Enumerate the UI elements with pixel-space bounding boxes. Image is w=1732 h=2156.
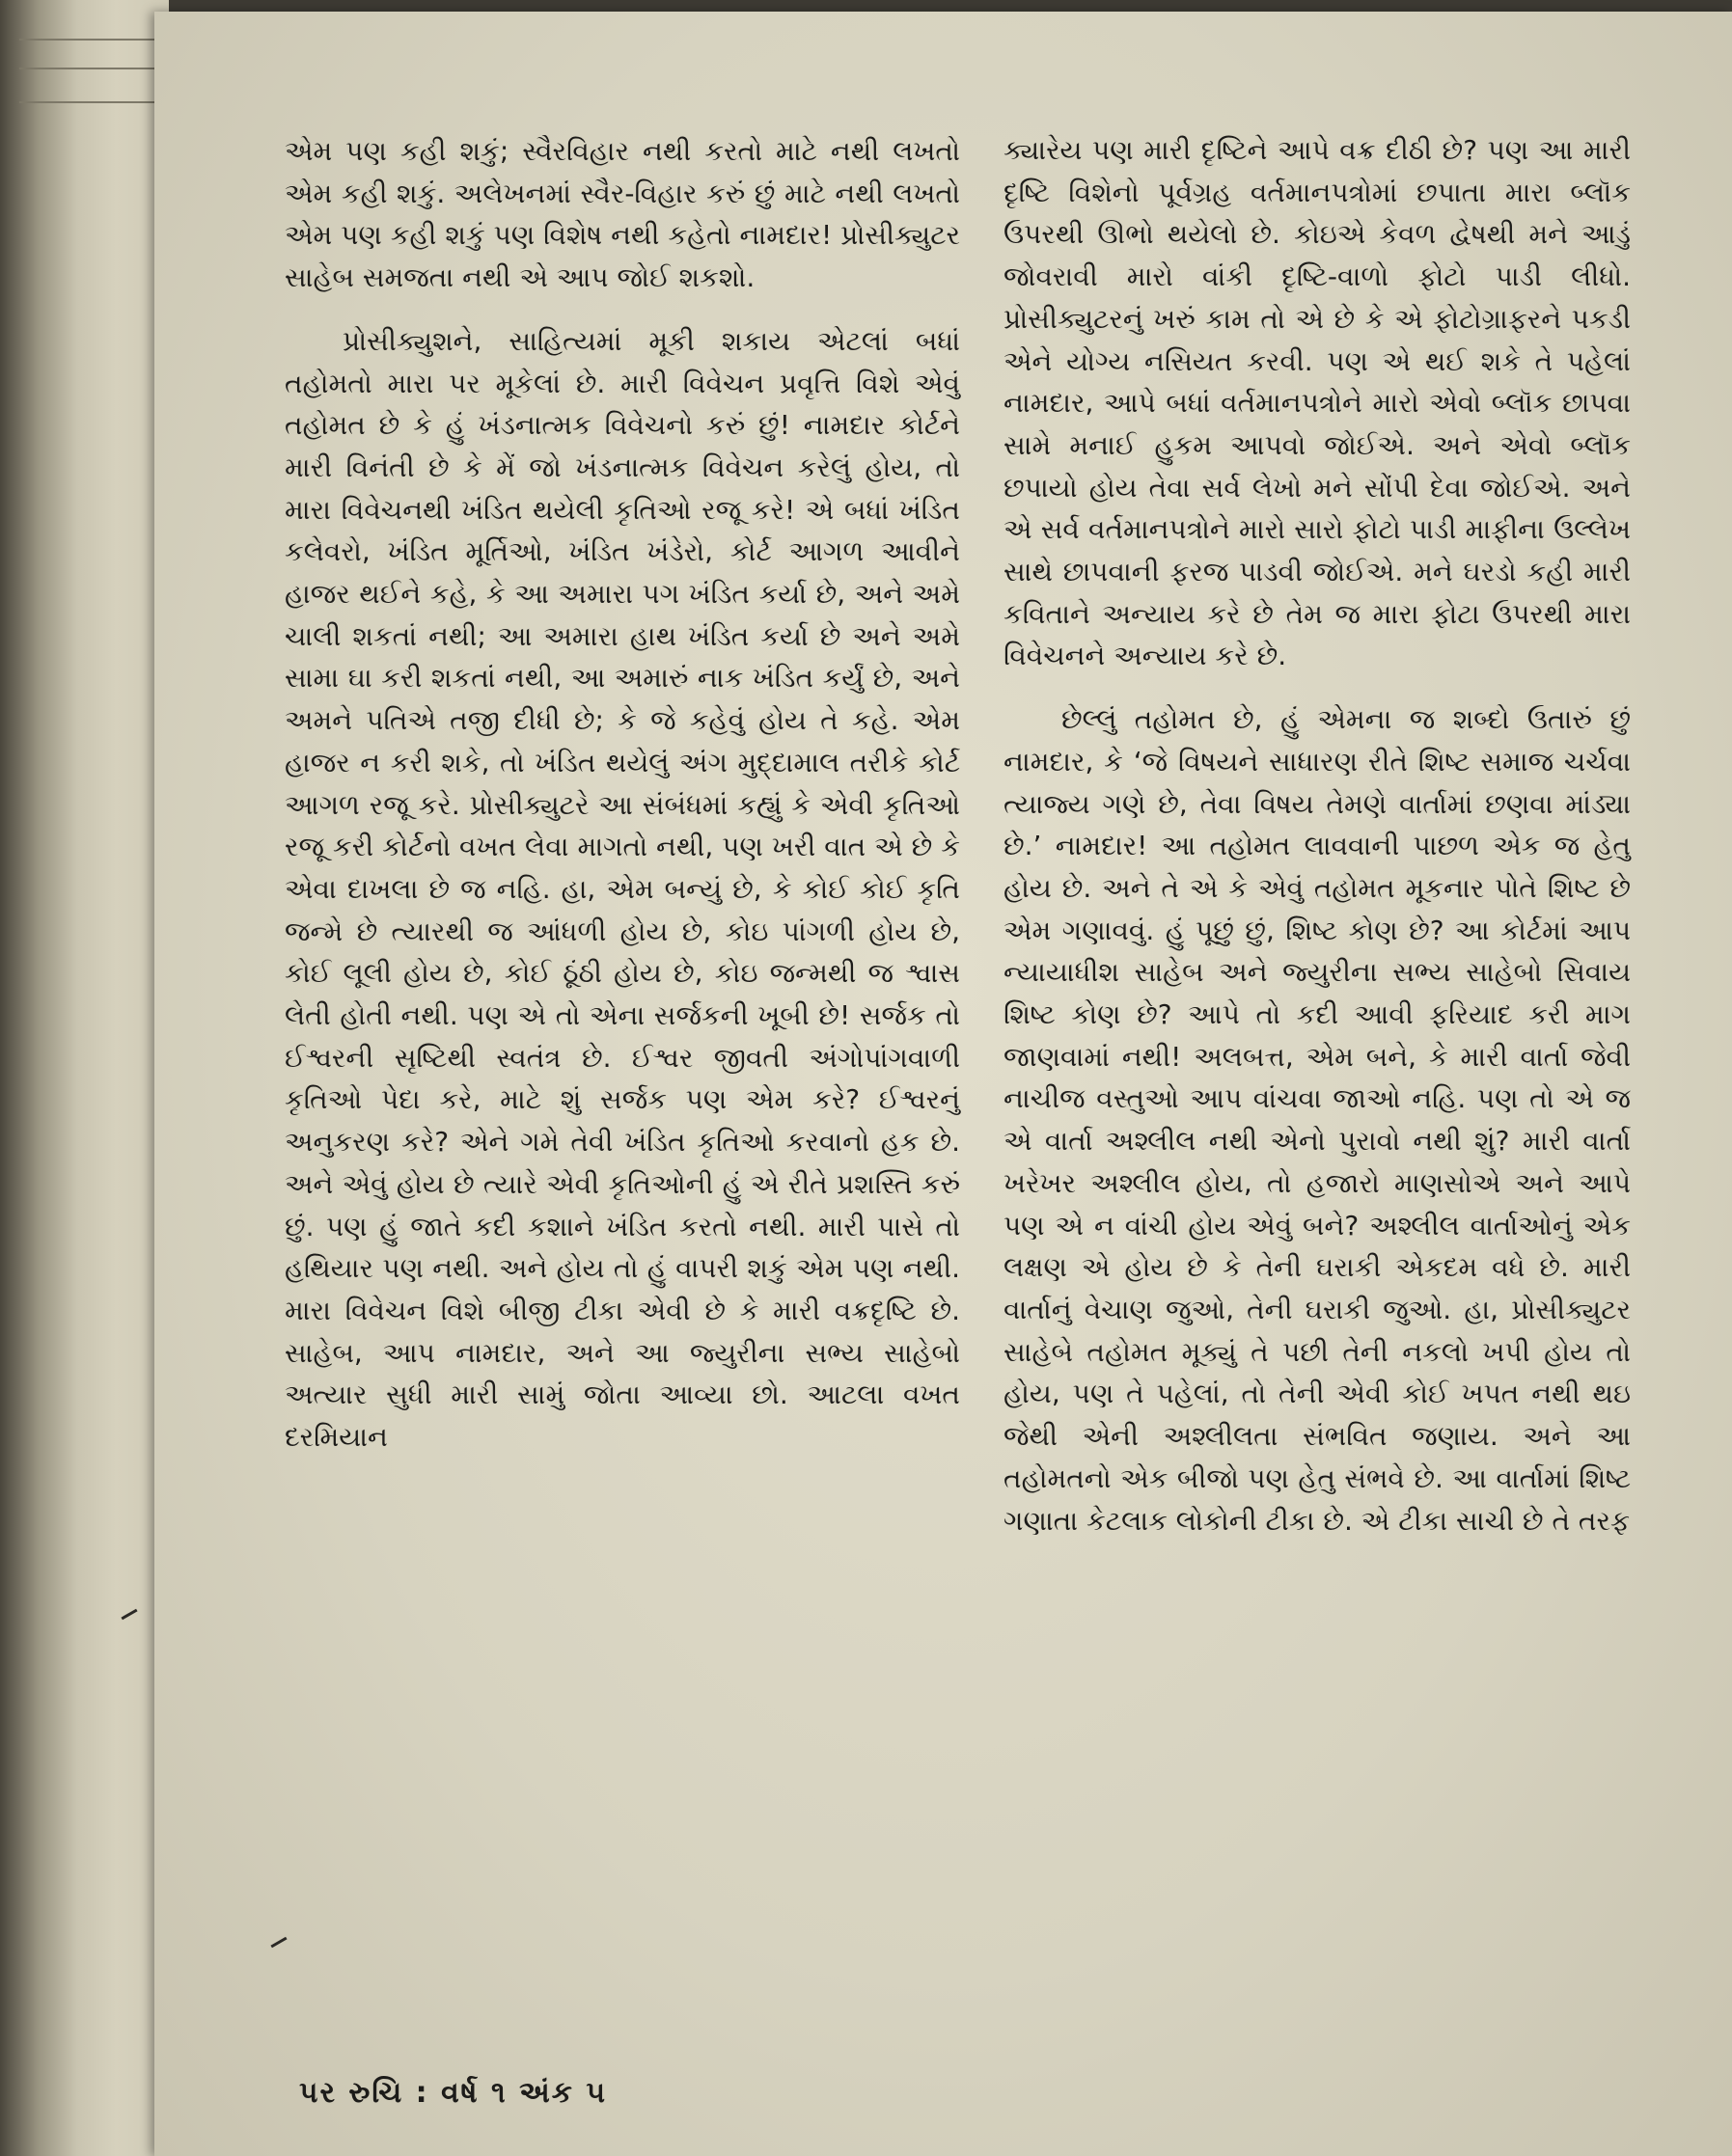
page-footer: પર રુચિ : વર્ષ ૧ અંક ૫ [299,2076,608,2110]
right-paragraph-2: છેલ્લું તહોમત છે, હું એમના જ શબ્દો ઉતારું છું નામદાર, કે ‘જે વિષયને સાધારણ રીતે શિષ્ટ સમાજ ચર્ચવા ત્યાજ્ય ગણે છે, તેવા વિષય તેમણે વાર્તામાં છણવા માંડ્યા છે.’ નામદાર! આ તહોમત લાવવાની પાછળ એક જ હેતુ હોય છે. અને તે એ કે એવું તહોમત મૂકનાર પોતે શિષ્ટ છે એમ ગણાવવું. હું પૂછું છું, શિષ્ટ કોણ છે? આ કોર્ટમાં આપ ન્યાયાધીશ સાહેબ અને જ્યુરીના સભ્ય સાહેબો સિવાય શિષ્ટ કોણ છે? આપે તો કદી આવી ફરિયાદ કરી માગ જાણવામાં નથી! અલબત્ત, એમ બને, કે મારી વાર્તા જેવી નાચીજ વસ્તુઓ આપ વાંચવા જાઓ નહિ. પણ તો એ જ એ વાર્તા અશ્લીલ નથી એનો પુરાવો નથી શું? મારી વાર્તા ખરેખર અશ્લીલ હોય, તો હજારો માણસોએ અને આપે પણ એ ન વાંચી હોય એવું બને? અશ્લીલ વાર્તાઓનું એક લક્ષણ એ હોય છે કે તેની ઘરાકી એકદમ વધે છે. મારી વાર્તાનું વેચાણ જુઓ, તેની ઘરાકી જુઓ. હા, પ્રોસીક્યુટર સાહેબે તહોમત મૂક્યું તે પછી તેની નકલો ખપી હોય તો હોય, પણ તે પહેલાં, તો તેની એવી કોઈ ખપત નથી થઇ જેથી એની અશ્લીલતા સંભવિત જણાય. અને આ તહોમતનો એક બીજો પણ હેતુ સંભવે છે. આ વાર્તામાં શિષ્ટ ગણાતા કેટલાક લોકોની ટીકા છે. એ ટીકા સાચી છે તે તરફ [1003,703,1631,1537]
pencil-mark [270,1937,287,1949]
right-text-column [1003,129,1631,1542]
page-edge-line [19,39,164,41]
right-paragraph-1: ક્યારેય પણ મારી દૃષ્ટિને આપે વક્ર દીઠી છે? પણ આ મારી દૃષ્ટિ વિશેનો પૂર્વગ્રહ વર્તમાનપત્રોમાં છપાતા મારા બ્લૉક ઉપરથી ઊભો થયેલો છે. કોઇએ કેવળ દ્વેષથી મને આડું જોવરાવી મારો વાંકી દૃષ્ટિ-વાળો ફોટો પાડી લીધો. પ્રોસીક્યુટરનું ખરું કામ તો એ છે કે એ ફોટોગ્રાફરને પકડી એને યોગ્ય નસિયત કરવી. પણ એ થઈ શકે તે પહેલાં નામદાર, આપે બધાં વર્તમાનપત્રોને મારો એવો બ્લૉક છાપવા સામે મનાઈ હુકમ આપવો જોઈએ. અને એવો બ્લૉક છપાયો હોય તેવા સર્વ લેખો મને સોંપી દેવા જોઈએ. અને એ સર્વ વર્તમાનપત્રોને મારો સારો ફોટો પાડી માફીના ઉલ્લેખ સાથે છાપવાની ફરજ પાડવી જોઈએ. મને ઘરડો કહી મારી કવિતાને અન્યાય કરે છે તેમ જ મારા ફોટા ઉપરથી મારા વિવેચનને અન્યાય કરે છે. [1003,134,1631,672]
magazine-page [154,12,1732,2156]
page-edge-line [19,101,164,103]
page-edge-line [19,68,164,69]
left-paragraph-1: એમ પણ કહી શકું; સ્વૈરવિહાર નથી કરતો માટે નથી લખતો એમ કહી શકું. અલેખનમાં સ્વૈર-વિહાર કરું છું માટે નથી લખતો એમ પણ કહી શકું પણ વિશેષ નથી કહેતો નામદાર! પ્રોસીક્યુટર સાહેબ સમજતા નથી એ આપ જોઈ શકશો. [285,135,960,294]
left-paragraph-2: પ્રોસીક્યુશને, સાહિત્યમાં મૂકી શકાય એટલાં બધાં તહોમતો મારા પર મૂકેલાં છે. મારી વિવેચન પ્રવૃત્તિ વિશે એવું તહોમત છે કે હું ખંડનાત્મક વિવેચનો કરું છું! નામદાર કોર્ટને મારી વિનંતી છે કે મેં જો ખંડનાત્મક વિવેચન કરેલું હોય, તો મારા વિવેચનથી ખંડિત થયેલી કૃતિઓ રજૂ કરે! એ બધાં ખંડિત કલેવરો, ખંડિત મૂર્તિઓ, ખંડિત ખંડેરો, કોર્ટ આગળ આવીને હાજર થઈને કહે, કે આ અમારા પગ ખંડિત કર્યા છે, અને અમે ચાલી શકતાં નથી; આ અમારા હાથ ખંડિત કર્યા છે અને અમે સામા ઘા કરી શકતાં નથી, આ અમારું નાક ખંડિત કર્યું છે, અને અમને પતિએ તજી દીધી છે; કે જે કહેવું હોય તે કહે. એમ હાજર ન કરી શકે, તો ખંડિત થયેલું અંગ મુદ્દામાલ તરીકે કોર્ટ આગળ રજૂ કરે. પ્રોસીક્યુટરે આ સંબંધમાં કહ્યું કે એવી કૃતિઓ રજૂ કરી કોર્ટનો વખત લેવા માગતો નથી, પણ ખરી વાત એ છે કે એવા દાખલા છે જ નહિ. હા, એમ બન્યું છે, કે કોઈ કોઈ કૃતિ જન્મે છે ત્યારથી જ આંધળી હોય છે, કોઇ પાંગળી હોય છે, કોઈ લૂલી હોય છે, કોઈ ઠૂંઠી હોય છે, કોઇ જન્મથી જ શ્વાસ લેતી હોતી નથી. પણ એ તો એના સર્જકની ખૂબી છે! સર્જક તો ઈશ્વરની સૃષ્ટિથી સ્વતંત્ર છે. ઈશ્વર જીવતી અંગોપાંગવાળી કૃતિઓ પેદા કરે, માટે શું સર્જક પણ એમ કરે? ઈશ્વરનું અનુકરણ કરે? એને ગમે તેવી ખંડિત કૃતિઓ કરવાનો હક છે. અને એવું હોય છે ત્યારે એવી કૃતિઓની હું એ રીતે પ્રશસ્તિ કરું છું. પણ હું જાતે કદી કશાને ખંડિત કરતો નથી. મારી પાસે તો હથિયાર પણ નથી. અને હોય તો હું વાપરી શકું એમ પણ નથી. મારા વિવેચન વિશે બીજી ટીકા એવી છે કે મારી વક્રદૃષ્ટિ છે. સાહેબ, આપ નામદાર, અને આ જ્યુરીના સભ્ય સાહેબો અત્યાર સુધી મારી સામું જોતા આવ્યા છો. આટલા વખત દરમિયાન [285,324,960,1454]
left-text-column [285,130,960,1459]
adjacent-page-edges [0,0,169,2156]
